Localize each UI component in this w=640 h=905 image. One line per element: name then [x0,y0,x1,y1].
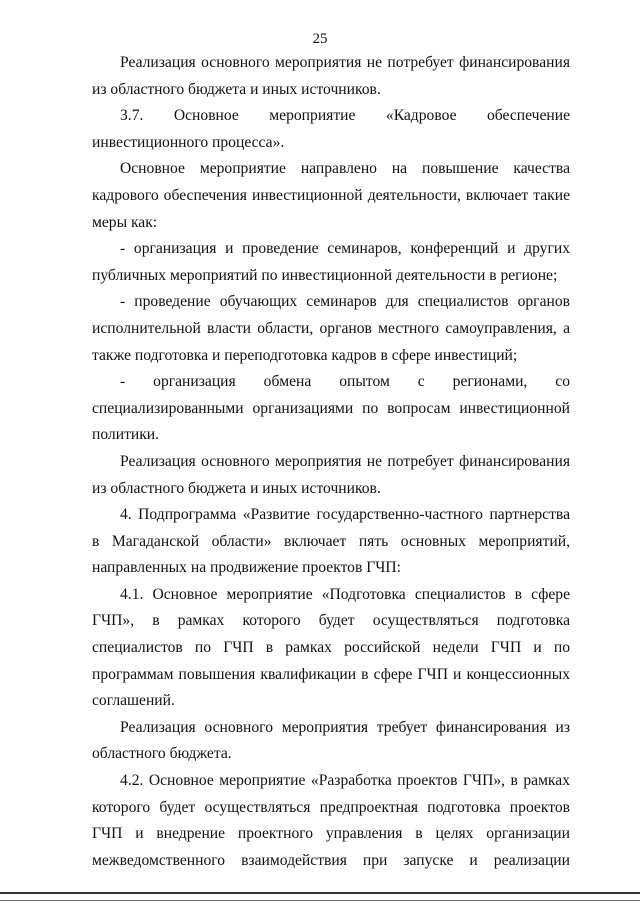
paragraph-list-item-training: - проведение обучающих семинаров для специалистов органов исполнительной власти области, органов местного самоуправления, а также подготовка и переподготовка кадров в сфере инвестиций; [92,293,570,364]
paragraph-list-item-experience-exchange: - организация обмена опытом с регионами, со специализированными организациями по вопросам инвестиционной политики. [92,373,570,444]
paragraph-funding-note-3: Реализация основного мероприятия требует финансирования из областного бюджета. [92,718,570,763]
paragraph-list-item-seminars: - организация и проведение семинаров, конференций и других публичных мероприятий по инвестиционной деятельности в регионе; [92,240,570,284]
page-bottom-rule [0,892,640,894]
paragraph-section-4-2: 4.2. Основное мероприятие «Разработка проектов ГЧП», в рамках которого будет осуществляться предпроектная подготовка проектов ГЧП и внедрение проектного управления в целях организации межведомственного взаимодействия при запуске и реализации [92,772,570,869]
document-body [92,50,570,874]
paragraph-section-3-7-heading: 3.7. Основное мероприятие «Кадровое обеспечение инвестиционного процесса». [92,107,570,151]
paragraph-subprogram-4: 4. Подпрограмма «Развитие государственно-частного партнерства в Магаданской области» включает пять основных мероприятий, направленных на продвижение проектов ГЧП: [92,506,570,577]
paragraph-section-4-1: 4.1. Основное мероприятие «Подготовка специалистов в сфере ГЧП», в рамках которого будет осуществляться подготовка специалистов по ГЧП в рамках российской недели ГЧП и по программам повышения квалификации в сфере ГЧП и концессионных соглашений. [92,585,570,710]
paragraph-section-3-7-intro: Основное мероприятие направлено на повышение качества кадрового обеспечения инвестиционной деятельности, включает такие меры как: [92,160,570,231]
page-bottom-rule-thin [0,900,640,901]
paragraph-funding-note-2: Реализация основного мероприятия не потребует финансирования из областного бюджета и иных источников. [92,452,570,497]
page-number: 25 [312,31,328,47]
paragraph-funding-note-1: Реализация основного мероприятия не потребует финансирования из областного бюджета и иных источников. [92,54,570,98]
